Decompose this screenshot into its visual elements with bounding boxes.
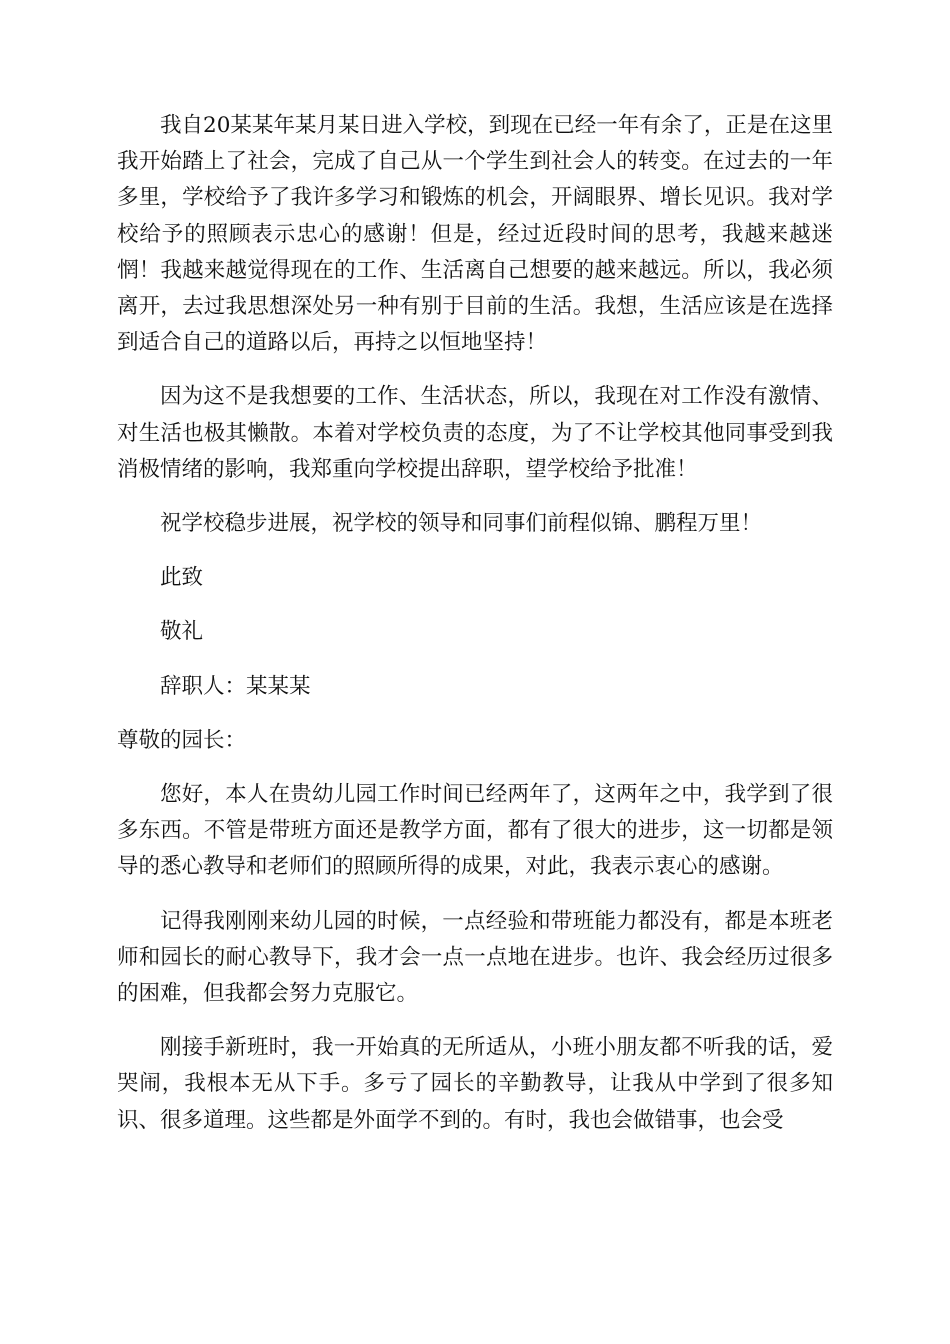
letter1-paragraph-1: 我自20某某年某月某日进入学校，到现在已经一年有余了，正是在这里我开始踏上了社会，完成了自己从一个学生到社会人的转变。在过去的一年多里，学校给予了我许多学习和锻炼的机会，开阔眼界、增长见识。我对学校给予的照顾表示忠心的感谢！但是，经过近段时间的思考，我越来越迷惘！我越来越觉得现在的工作、生活离自己想要的越来越远。所以，我必须离开，去过我思想深处另一种有别于目前的生活。我想，生活应该是在选择到适合自己的道路以后，再持之以恒地坚持！ bbox=[117, 113, 833, 356]
letter1-closing-2: 敬礼 bbox=[160, 619, 204, 645]
letter2-salutation: 尊敬的园长： bbox=[117, 727, 247, 753]
letter2-paragraph-1: 您好，本人在贵幼儿园工作时间已经两年了，这两年之中，我学到了很多东西。不管是带班方面还是教学方面，都有了很大的进步，这一切都是领导的悉心教导和老师们的照顾所得的成果，对此，我表示衷心的感谢。 bbox=[117, 782, 833, 880]
letter1-closing-1: 此致 bbox=[160, 565, 204, 591]
letter1-paragraph-2: 因为这不是我想要的工作、生活状态，所以，我现在对工作没有激情、对生活也极其懒散。本着对学校负责的态度，为了不让学校其他同事受到我消极情绪的影响，我郑重向学校提出辞职，望学校给予批准！ bbox=[117, 384, 833, 482]
letter1-paragraph-3: 祝学校稳步进展，祝学校的领导和同事们前程似锦、鹏程万里！ bbox=[160, 511, 763, 537]
document-page bbox=[117, 108, 833, 1157]
letter1-signature: 辞职人：某某某 bbox=[160, 673, 311, 699]
letter2-paragraph-2: 记得我刚刚来幼儿园的时候，一点经验和带班能力都没有，都是本班老师和园长的耐心教导下，我才会一点一点地在进步。也许、我会经历过很多的困难，但我都会努力克服它。 bbox=[117, 908, 833, 1007]
letter2-paragraph-3: 刚接手新班时，我一开始真的无所适从，小班小朋友都不听我的话，爱哭闹，我根本无从下手。多亏了园长的辛勤教导，让我从中学到了很多知识、很多道理。这些都是外面学不到的。有时，我也会做错事，也会受 bbox=[117, 1035, 833, 1133]
